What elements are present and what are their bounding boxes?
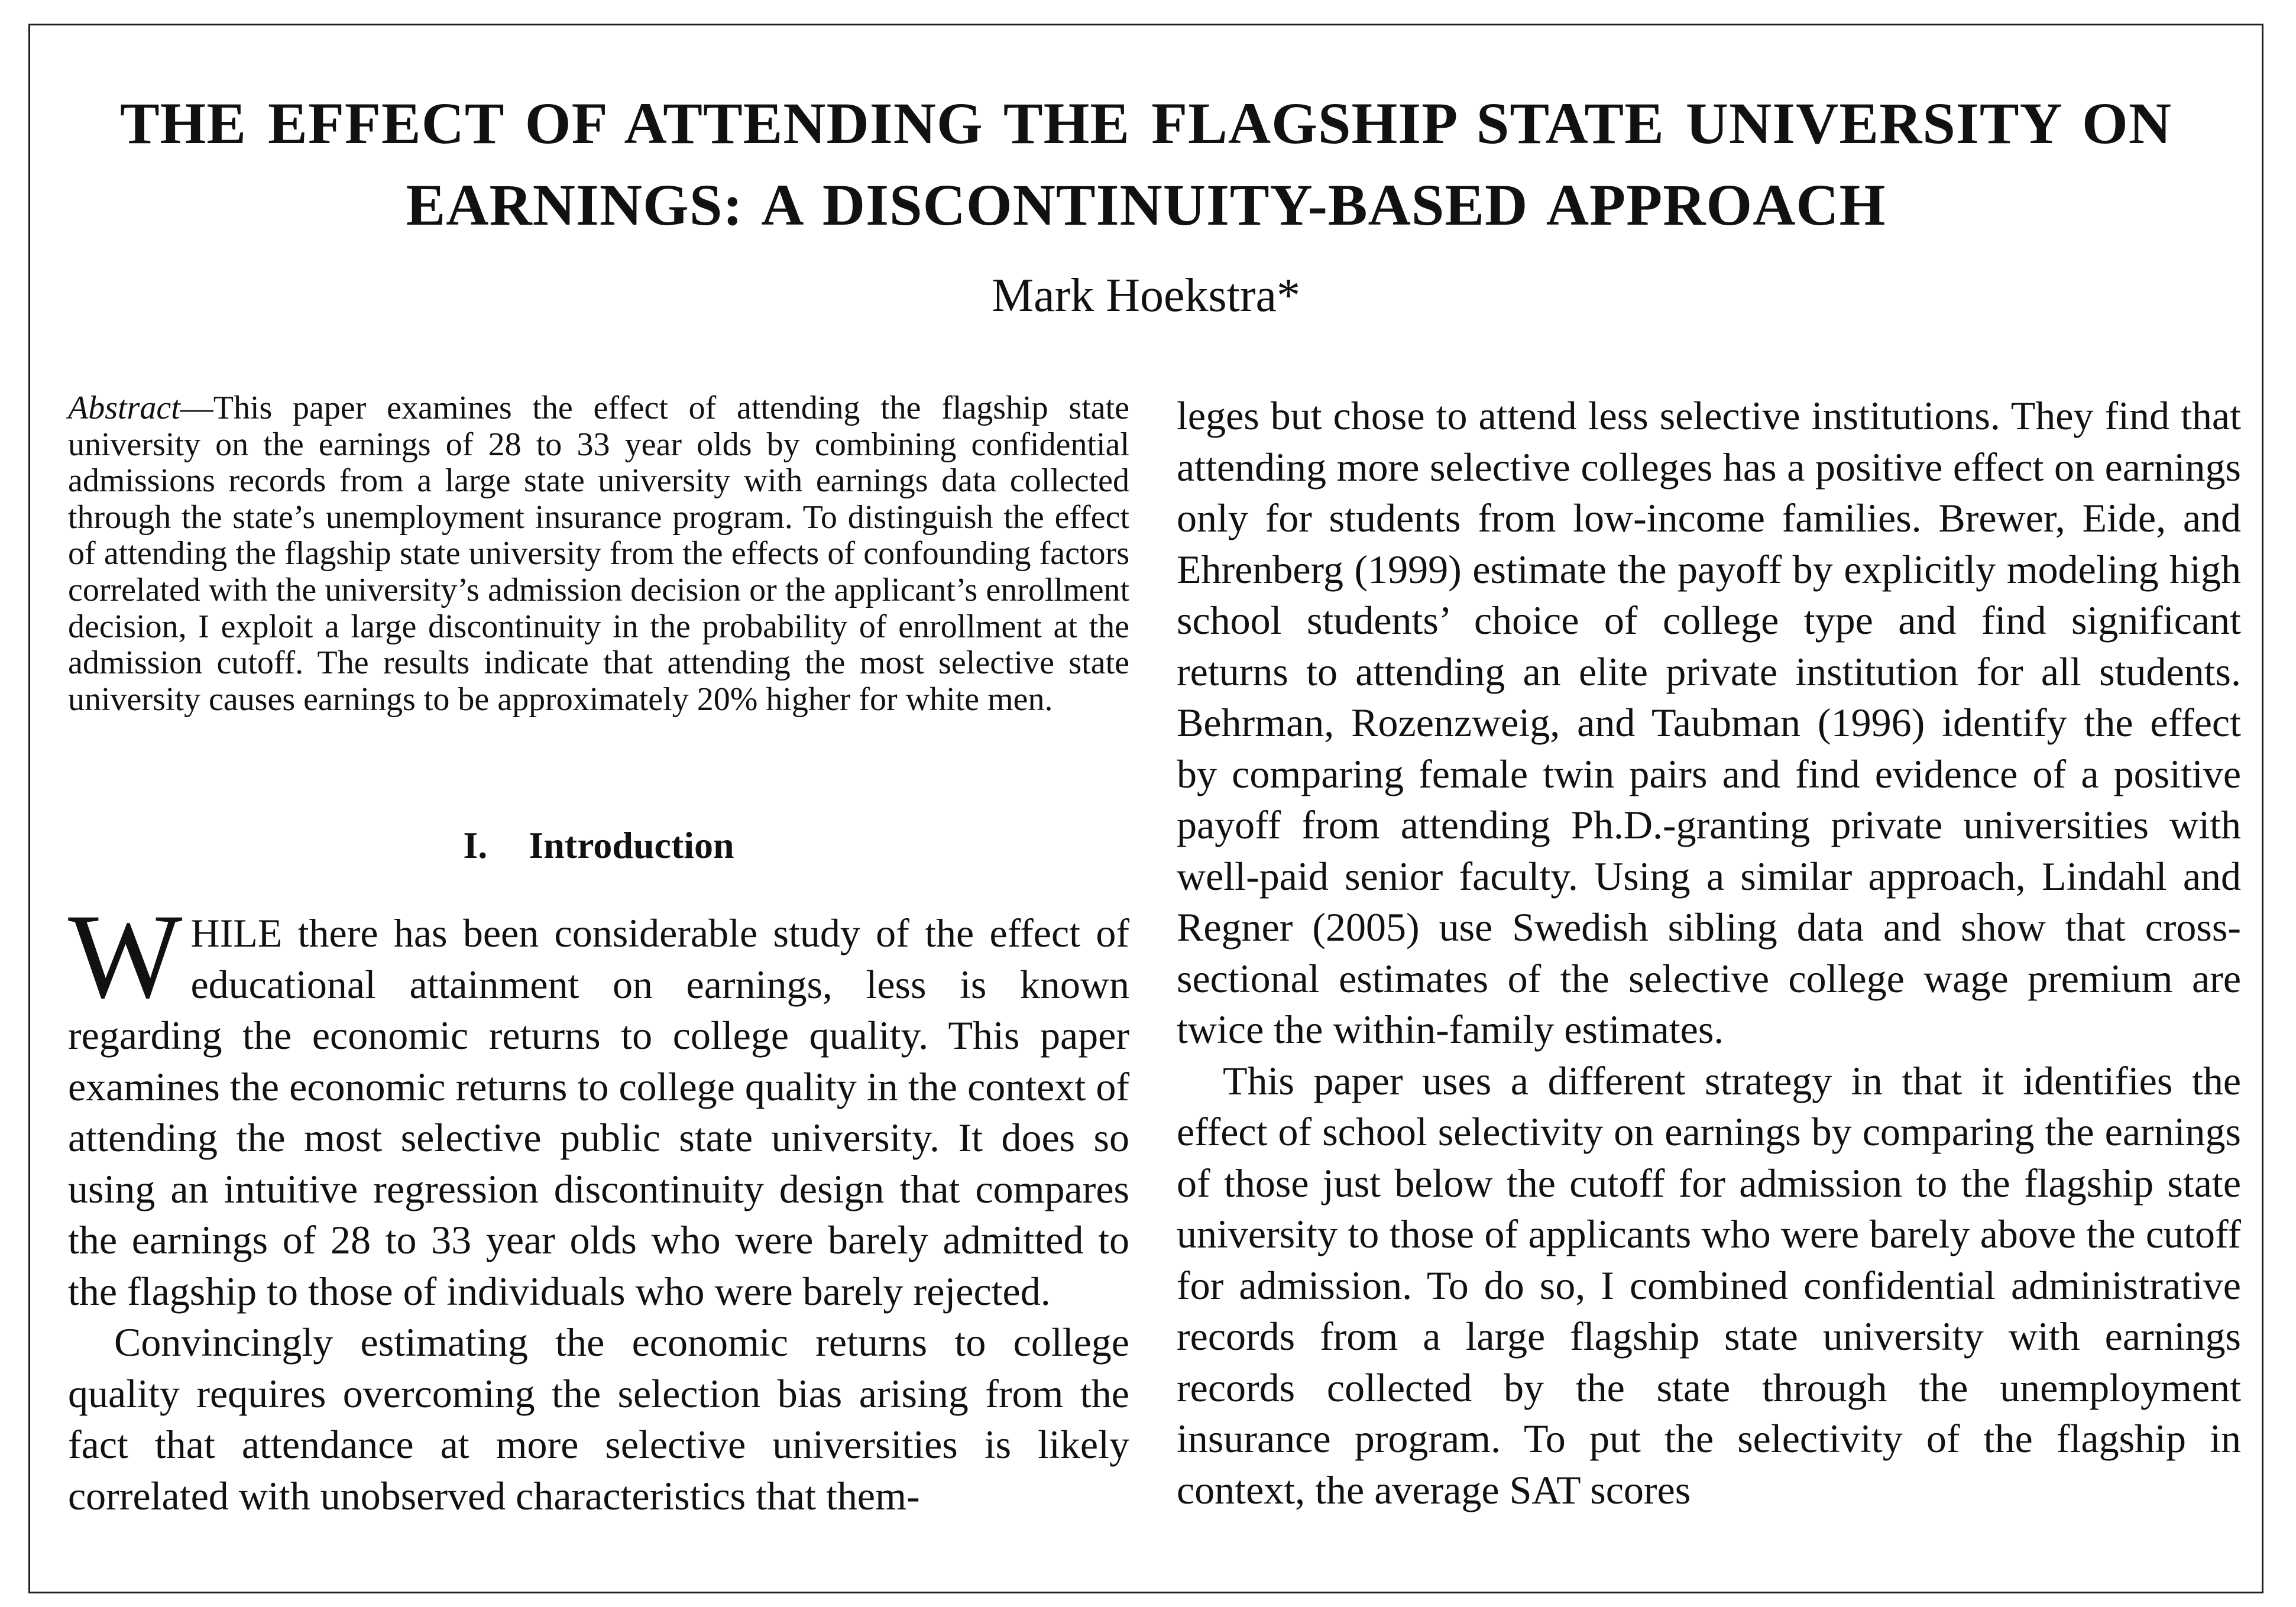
author-name: Mark Hoekstra* (991, 270, 1301, 322)
left-column-body (68, 889, 1129, 1521)
intro-paragraph-1-text: HILE there has been considerable study of the effect of educational attainment on earnings, less is known regarding the economic returns to college quality. This paper examines the economic returns to college quality in the context of attending the most selective public state university. It does so using an intuitive regression discontinuity design that compares the earnings of 28 to 33 year olds who were barely admitted to the flagship to those of individuals who were barely rejected. (68, 911, 1129, 1314)
right-column-body (1177, 390, 2241, 1515)
abstract-text: —This paper examines the effect of attending the flagship state university on the earnings of 28 to 33 year olds by combining confidential admissions records from a large state university with earnings data collected through the state’s unemployment insurance program. To distinguish the effect of attending the flagship state university from the effects of confounding factors correlated with the university’s admission decision or the applicant’s enrollment decision, I exploit a large discontinuity in the probability of enrollment at the admission cutoff. The results indicate that attending the most selective state university causes earnings to be approximately 20% higher for white men. (68, 390, 1129, 718)
title-line-1: THE EFFECT OF ATTENDING THE FLAGSHIP STATE UNIVERSITY ON (119, 90, 2172, 156)
drop-cap: W (68, 889, 183, 1023)
abstract-label: Abstract (68, 390, 180, 426)
section-heading (68, 822, 1129, 869)
right-paragraph-2: This paper uses a different strategy in that it identifies the effect of school selectivity on earnings by comparing the earnings of those just below the cutoff for admission to the flagship state university to those of applicants who were barely above the cutoff for admission. To do so, I combined confidential administrative records from a large flagship state university with earnings records collected by the state through the unemployment insurance program. To put the selectivity of the flagship in context, the average SAT scores (1177, 1058, 2241, 1512)
title-line-2: EARNINGS: A DISCONTINUITY-BASED APPROACH (406, 172, 1886, 238)
section-number: I. (463, 824, 488, 866)
intro-paragraph-2: Convincingly estimating the economic returns to college quality requires overcoming the selection bias arising from the fact that attendance at more selective universities is likely correlated with unobserved characteristics that them- (68, 1320, 1129, 1518)
abstract (68, 390, 1129, 718)
right-paragraph-1: leges but chose to attend less selective institutions. They find that attending more selective colleges has a positive effect on earnings only for students from low-income families. Brewer, Eide, and Ehrenberg (1999) estimate the payoff by explicitly modeling high school students’ choice of college type and find significant returns to attending an elite private institution for all students. Behrman, Rozenzweig, and Taubman (1996) identify the effect by comparing female twin pairs and find evidence of a positive payoff from attending Ph.D.-granting private universities with well-paid senior faculty. Using a similar approach, Lindahl and Regner (2005) use Swedish sibling data and show that cross-sectional estimates of the selective college wage premium are twice the within-family estimates. (1177, 393, 2241, 1052)
paper-title (28, 83, 2263, 246)
intro-paragraph-1 (68, 889, 1129, 1317)
section-title: Introduction (529, 824, 734, 866)
